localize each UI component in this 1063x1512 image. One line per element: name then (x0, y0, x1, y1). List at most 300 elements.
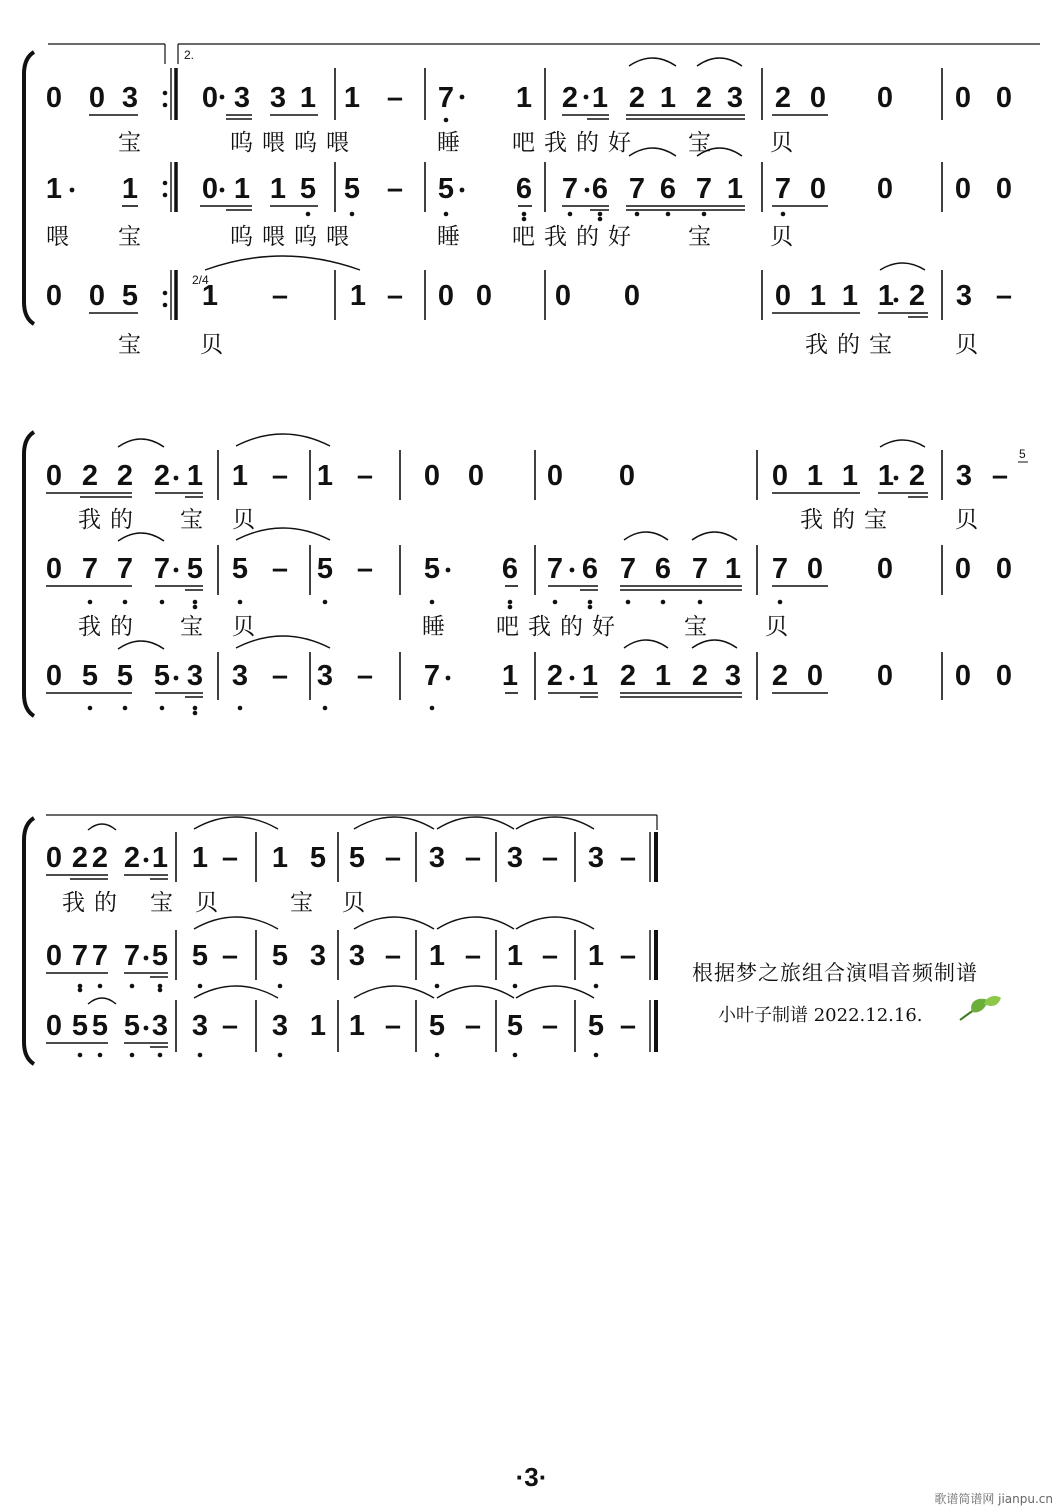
staff1-lyric: 呜喂呜喂 (230, 130, 358, 156)
octave-dot (278, 984, 283, 989)
staff2-note: 5 (343, 173, 361, 205)
octave-dot (160, 600, 165, 605)
staff2-lyric: 喂 (46, 224, 78, 250)
slur (118, 439, 164, 447)
s3staff3-note: 5 (587, 1010, 605, 1042)
augmentation-dot (174, 568, 179, 573)
staff1-note: 0 (45, 82, 63, 114)
staff3-note: 0 (45, 280, 63, 312)
staff2-lyric: 贝 (770, 224, 802, 250)
octave-dot (635, 212, 640, 217)
staff2-note: 5 (299, 173, 317, 205)
octave-dot (778, 600, 783, 605)
octave-dot (198, 984, 203, 989)
staff2-lyric: 宝 (118, 224, 150, 250)
staff1-lyric: 睡 (437, 130, 469, 156)
s3staff2-note: 1 (587, 940, 605, 972)
s3staff3-note: 3 (191, 1010, 209, 1042)
s3staff2-note: – (464, 940, 482, 972)
staff2-note: 1 (726, 173, 744, 205)
octave-dot (130, 1053, 135, 1058)
octave-dot (130, 984, 135, 989)
staff1-note: 0 (954, 82, 972, 114)
s3staff2-note: – (619, 940, 637, 972)
slur (194, 917, 278, 929)
octave-dot (158, 984, 163, 989)
s3staff2-note: 7 (91, 940, 109, 972)
s2staff1-note: 1 (231, 460, 249, 492)
s2staff2-note: 0 (954, 553, 972, 585)
octave-dot (123, 706, 128, 711)
augmentation-dot (446, 568, 451, 573)
staff2-note: 1 (269, 173, 287, 205)
octave-dot (435, 1053, 440, 1058)
augmentation-dot (585, 188, 590, 193)
octave-dot (158, 1053, 163, 1058)
s3staff3-note: 1 (654, 660, 672, 692)
octave-dot (698, 600, 703, 605)
staff3-lyric: 我的宝 (805, 332, 901, 358)
system-bracket (24, 818, 34, 1064)
staff3-note: 3 (955, 280, 973, 312)
staff1-note: 1 (299, 82, 317, 114)
s3staff2-note: 1 (506, 940, 524, 972)
staff2-note: 7 (561, 173, 579, 205)
slur (437, 917, 514, 929)
s3staff3-note: – (541, 1010, 559, 1042)
s2staff2-note: 0 (995, 553, 1013, 585)
slur (516, 917, 594, 929)
augmentation-dot (570, 568, 575, 573)
octave-dot (598, 212, 603, 217)
s2staff1-note: 1 (877, 460, 895, 492)
octave-dot (163, 91, 168, 96)
s2staff1-note: 0 (45, 460, 63, 492)
staff3-lyric: 贝 (200, 332, 232, 358)
octave-dot (158, 988, 163, 993)
octave-dot (163, 103, 168, 108)
staff1-note: – (386, 82, 404, 114)
staff3-note: 5 (121, 280, 139, 312)
staff1-note: 0 (876, 82, 894, 114)
staff2-note: 1 (45, 173, 63, 205)
s3staff3-note: 2 (546, 660, 564, 692)
octave-dot (588, 600, 593, 605)
augmentation-dot (894, 298, 899, 303)
staff1-note: 0 (809, 82, 827, 114)
s3staff3-note: 5 (116, 660, 134, 692)
credit-source: 根据梦之旅组合演唱音频制谱 (692, 961, 978, 985)
s2staff2-note: 6 (581, 553, 599, 585)
credit-author: 小叶子制谱 2022.12.16. (718, 1005, 923, 1026)
augmentation-dot (144, 956, 149, 961)
augmentation-dot (894, 476, 899, 481)
octave-dot (588, 605, 593, 610)
grace-note: 5 (1019, 447, 1026, 461)
staff1-note: 2 (561, 82, 579, 114)
s3staff1-lyric: 宝 (290, 890, 322, 916)
s2staff2-note: 7 (81, 553, 99, 585)
augmentation-dot (70, 188, 75, 193)
s2staff2-note: 7 (153, 553, 171, 585)
octave-dot (430, 600, 435, 605)
staff3-note: 1 (809, 280, 827, 312)
s3staff1-note: 2 (91, 842, 109, 874)
staff3-note: 0 (475, 280, 493, 312)
slur (880, 440, 925, 447)
s3staff1-note: 2 (71, 842, 89, 874)
s3staff2-note: – (541, 940, 559, 972)
octave-dot (666, 212, 671, 217)
s2staff2-note: 0 (876, 553, 894, 585)
staff3-note: 0 (623, 280, 641, 312)
s2staff2-lyric: 贝 (232, 614, 264, 640)
augmentation-dot (460, 95, 465, 100)
staff2-note: 5 (437, 173, 455, 205)
s2staff1-lyric: 宝 (180, 507, 212, 533)
s3staff3-note: 3 (231, 660, 249, 692)
slur (692, 532, 737, 540)
staff1-note: 7 (437, 82, 455, 114)
s2staff2-note: 5 (231, 553, 249, 585)
slur (697, 58, 742, 66)
s3staff1-note: – (384, 842, 402, 874)
octave-dot (193, 605, 198, 610)
s2staff1-note: 0 (467, 460, 485, 492)
s3staff3-note: 2 (691, 660, 709, 692)
s2staff2-note: 7 (619, 553, 637, 585)
staff3-note: 1 (841, 280, 859, 312)
s2staff2-note: – (271, 553, 289, 585)
octave-dot (626, 600, 631, 605)
s3staff3-note: 0 (45, 1010, 63, 1042)
s3staff2-note: 5 (271, 940, 289, 972)
ending-label: 2. (184, 48, 195, 62)
staff2-note: 6 (515, 173, 533, 205)
staff1-lyric: 宝 (118, 130, 150, 156)
octave-dot (163, 291, 168, 296)
octave-dot (163, 193, 168, 198)
s2staff2-note: 0 (45, 553, 63, 585)
s3staff3-note: 0 (876, 660, 894, 692)
s3staff2-note: 3 (309, 940, 327, 972)
octave-dot (444, 212, 449, 217)
staff3-note: 1 (349, 280, 367, 312)
s3staff2-note: 7 (71, 940, 89, 972)
octave-dot (78, 984, 83, 989)
staff2-note: 7 (695, 173, 713, 205)
s3staff3-note: 3 (316, 660, 334, 692)
octave-dot (594, 984, 599, 989)
staff2-note: 1 (233, 173, 251, 205)
octave-dot (88, 706, 93, 711)
staff1-note: 3 (269, 82, 287, 114)
s3staff1-lyric: 我的 (62, 890, 126, 916)
watermark: 歌谱简谱网 jianpu.cn (934, 1492, 1053, 1506)
octave-dot (781, 212, 786, 217)
octave-dot (513, 1053, 518, 1058)
s3staff3-note: 2 (619, 660, 637, 692)
s3staff2-note: – (221, 940, 239, 972)
augmentation-dot (446, 676, 451, 681)
slur (437, 817, 514, 829)
octave-dot (163, 303, 168, 308)
staff2-lyric: 宝 (688, 224, 720, 250)
s2staff1-note: – (356, 460, 374, 492)
s3staff2-note: – (384, 940, 402, 972)
augmentation-dot (220, 95, 225, 100)
s2staff2-note: 0 (806, 553, 824, 585)
staff3-note: 0 (437, 280, 455, 312)
staff2-note: 1 (121, 173, 139, 205)
augmentation-dot (584, 95, 589, 100)
augmentation-dot (174, 676, 179, 681)
staff1-note: 1 (591, 82, 609, 114)
s3staff3-note: 0 (806, 660, 824, 692)
octave-dot (88, 600, 93, 605)
s3staff3-note: 5 (506, 1010, 524, 1042)
s3staff1-lyric: 贝 (195, 890, 227, 916)
s3staff3-note: 5 (81, 660, 99, 692)
s2staff1-note: – (991, 460, 1009, 492)
s2staff2-note: 1 (724, 553, 742, 585)
staff1-lyric: 贝 (770, 130, 802, 156)
octave-dot (522, 217, 527, 222)
s3staff2-note: 5 (191, 940, 209, 972)
slur (516, 986, 594, 998)
octave-dot (198, 1053, 203, 1058)
staff1-note: 2 (774, 82, 792, 114)
octave-dot (238, 706, 243, 711)
staff1-note: 1 (659, 82, 677, 114)
s2staff1-note: 2 (116, 460, 134, 492)
staff3-note: 0 (774, 280, 792, 312)
s3staff3-note: – (221, 1010, 239, 1042)
s3staff1-note: 3 (506, 842, 524, 874)
s3staff1-note: – (464, 842, 482, 874)
s2staff1-note: 2 (153, 460, 171, 492)
staff2-note: 6 (591, 173, 609, 205)
staff2-lyric: 睡 (437, 224, 469, 250)
octave-dot (568, 212, 573, 217)
s3staff1-note: 0 (45, 842, 63, 874)
s2staff2-note: 7 (771, 553, 789, 585)
s3staff3-note: 1 (348, 1010, 366, 1042)
s2staff2-note: 7 (116, 553, 134, 585)
s3staff1-lyric: 贝 (342, 890, 374, 916)
s2staff1-note: – (271, 460, 289, 492)
s2staff2-note: – (356, 553, 374, 585)
slur (205, 256, 360, 270)
s3staff3-note: 1 (581, 660, 599, 692)
s2staff2-note: 7 (546, 553, 564, 585)
slur (880, 263, 925, 270)
s2staff1-note: 0 (423, 460, 441, 492)
s3staff3-note: 5 (153, 660, 171, 692)
s3staff3-note: 3 (271, 1010, 289, 1042)
slur (692, 640, 737, 648)
s3staff1-note: 1 (191, 842, 209, 874)
s2staff1-note: 0 (546, 460, 564, 492)
octave-dot (661, 600, 666, 605)
slur (194, 817, 278, 829)
octave-dot (522, 212, 527, 217)
staff2-note: 0 (876, 173, 894, 205)
augmentation-dot (220, 188, 225, 193)
staff1-note: 0 (88, 82, 106, 114)
s3staff2-note: 1 (428, 940, 446, 972)
staff2-note: 0 (995, 173, 1013, 205)
slur (624, 532, 668, 540)
s3staff2-note: 0 (45, 940, 63, 972)
staff3-note: 1 (877, 280, 895, 312)
s2staff1-note: 3 (955, 460, 973, 492)
staff2-lyric: 呜喂呜喂 (230, 224, 358, 250)
octave-dot (444, 118, 449, 123)
s2staff2-note: 5 (316, 553, 334, 585)
octave-dot (123, 600, 128, 605)
slur (354, 817, 434, 829)
s2staff2-lyric: 宝 (684, 614, 716, 640)
octave-dot (193, 600, 198, 605)
s2staff2-note: 6 (501, 553, 519, 585)
slur (629, 58, 676, 66)
s2staff1-note: 0 (771, 460, 789, 492)
octave-dot (350, 212, 355, 217)
staff3-note: – (995, 280, 1013, 312)
s2staff2-lyric: 睡 (422, 614, 454, 640)
s3staff3-note: 3 (724, 660, 742, 692)
staff1-note: 3 (726, 82, 744, 114)
s3staff3-note: 7 (423, 660, 441, 692)
s3staff3-note: – (384, 1010, 402, 1042)
octave-dot (238, 600, 243, 605)
time-signature: 2/4 (192, 273, 209, 287)
s2staff2-lyric: 我的 (78, 614, 142, 640)
slur (118, 533, 164, 541)
slur (624, 640, 668, 648)
augmentation-dot (144, 858, 149, 863)
s3staff1-note: 5 (309, 842, 327, 874)
leaf-icon (958, 994, 1002, 1022)
staff2-note: 0 (954, 173, 972, 205)
augmentation-dot (570, 676, 575, 681)
staff2-note: 6 (659, 173, 677, 205)
s3staff1-note: 1 (151, 842, 169, 874)
s2staff2-lyric: 贝 (765, 614, 797, 640)
s2staff2-note: 5 (423, 553, 441, 585)
s2staff1-note: 1 (316, 460, 334, 492)
slur (437, 986, 514, 998)
s2staff1-note: 2 (908, 460, 926, 492)
staff1-note: 0 (201, 82, 219, 114)
s2staff1-lyric: 贝 (955, 507, 987, 533)
augmentation-dot (460, 188, 465, 193)
s3staff1-note: – (619, 842, 637, 874)
octave-dot (513, 984, 518, 989)
system-bracket (24, 432, 34, 716)
octave-dot (598, 217, 603, 222)
s3staff3-note: – (464, 1010, 482, 1042)
staff1-note: 1 (515, 82, 533, 114)
s2staff2-note: 5 (186, 553, 204, 585)
s2staff2-lyric: 吧我的好 (496, 614, 624, 640)
s2staff1-lyric: 我的 (78, 507, 142, 533)
s3staff1-note: 1 (271, 842, 289, 874)
octave-dot (435, 984, 440, 989)
octave-dot (306, 212, 311, 217)
octave-dot (323, 600, 328, 605)
s3staff3-note: 2 (771, 660, 789, 692)
system-bracket (24, 52, 34, 324)
slur (88, 998, 116, 1004)
octave-dot (323, 706, 328, 711)
octave-dot (98, 1053, 103, 1058)
s3staff2-note: 7 (123, 940, 141, 972)
s2staff1-note: 2 (81, 460, 99, 492)
s3staff3-note: 0 (995, 660, 1013, 692)
s3staff1-note: – (221, 842, 239, 874)
octave-dot (594, 1053, 599, 1058)
s3staff3-note: 1 (309, 1010, 327, 1042)
octave-dot (160, 706, 165, 711)
s3staff3-note: 0 (45, 660, 63, 692)
octave-dot (193, 706, 198, 711)
octave-dot (508, 605, 513, 610)
s3staff3-note: 0 (954, 660, 972, 692)
s3staff3-note: 3 (186, 660, 204, 692)
s3staff1-note: 5 (348, 842, 366, 874)
staff2-lyric: 吧我的好 (512, 224, 640, 250)
octave-dot (508, 600, 513, 605)
staff1-note: 0 (995, 82, 1013, 114)
octave-dot (193, 711, 198, 716)
slur (88, 824, 116, 830)
s3staff3-note: 5 (428, 1010, 446, 1042)
s3staff3-note: – (619, 1010, 637, 1042)
s3staff3-note: – (356, 660, 374, 692)
s2staff1-note: 0 (618, 460, 636, 492)
s3staff3-note: – (271, 660, 289, 692)
staff3-note: 2 (908, 280, 926, 312)
octave-dot (163, 181, 168, 186)
staff2-note: 0 (201, 173, 219, 205)
octave-dot (430, 706, 435, 711)
staff3-lyric: 贝 (955, 332, 987, 358)
staff1-lyric: 吧我的好 (512, 130, 640, 156)
s2staff1-lyric: 贝 (232, 507, 264, 533)
slur (354, 917, 434, 929)
staff3-note: – (271, 280, 289, 312)
staff3-lyric: 宝 (118, 332, 150, 358)
octave-dot (702, 212, 707, 217)
slur (194, 986, 278, 998)
s3staff1-note: 2 (123, 842, 141, 874)
s3staff1-lyric: 宝 (150, 890, 182, 916)
s3staff1-note: 3 (587, 842, 605, 874)
staff1-note: 3 (233, 82, 251, 114)
s2staff1-lyric: 我的宝 (800, 507, 896, 533)
staff2-note: – (386, 173, 404, 205)
staff2-note: 0 (809, 173, 827, 205)
octave-dot (553, 600, 558, 605)
s3staff3-note: 1 (501, 660, 519, 692)
staff2-note: 7 (774, 173, 792, 205)
slur (236, 434, 330, 446)
s2staff2-lyric: 宝 (180, 614, 212, 640)
s3staff1-note: 3 (428, 842, 446, 874)
staff1-lyric: 宝 (688, 130, 720, 156)
